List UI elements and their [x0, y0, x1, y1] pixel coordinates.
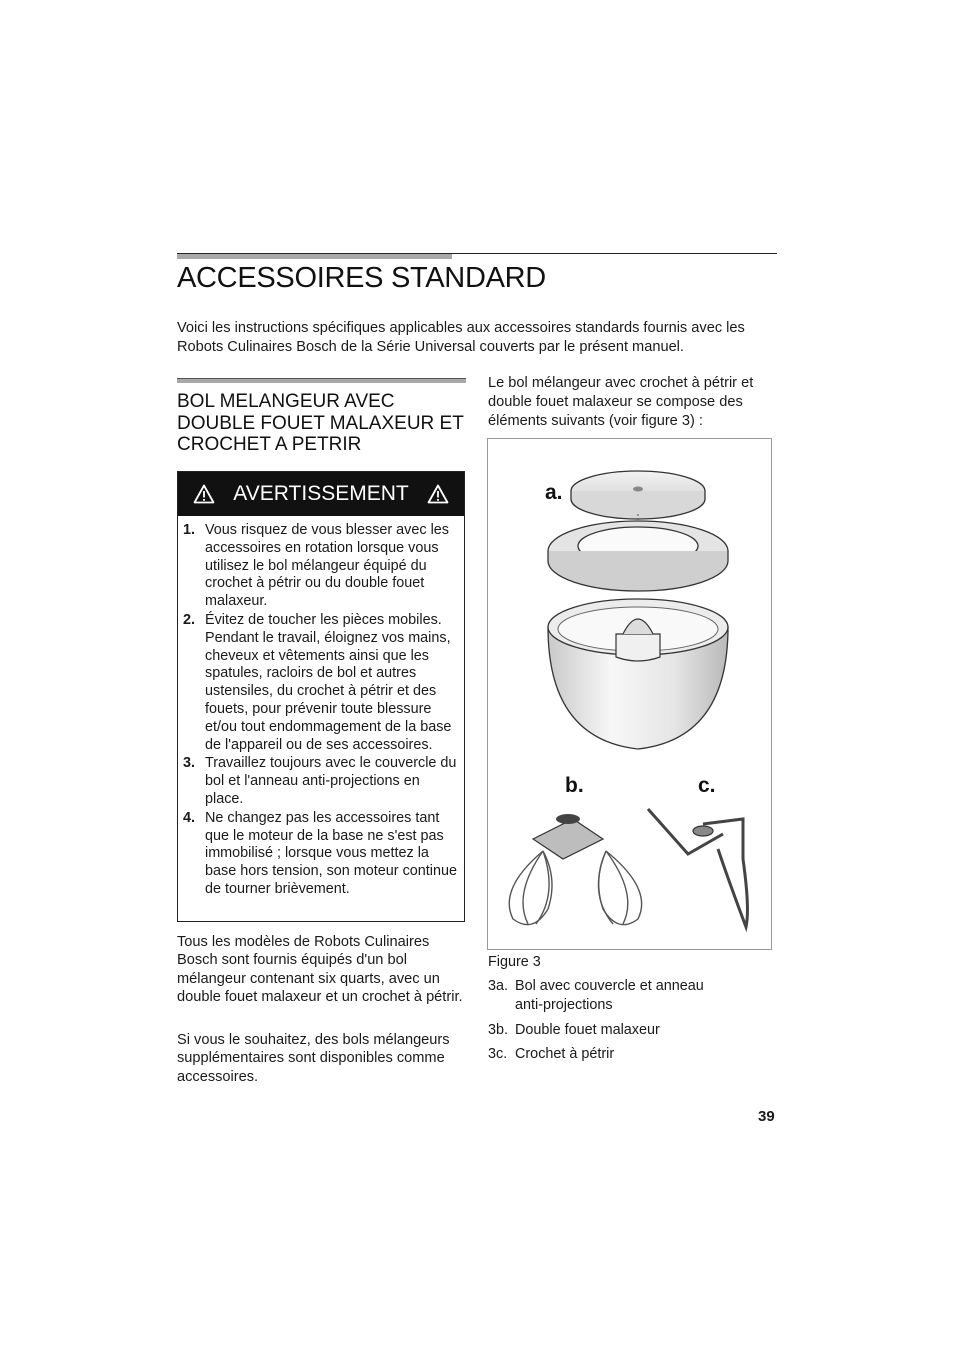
caption-text: Crochet à pétrir [515, 1046, 615, 1062]
bowl-lid [571, 471, 705, 519]
caption-key: 3c. [488, 1046, 508, 1062]
warning-item [183, 522, 458, 611]
section-title: BOL MELANGEUR AVEC DOUBLE FOUET MALAXEUR ET CROCHET A PETRIR [177, 391, 464, 455]
body-paragraph: Si vous le souhaitez, des bols mélangeurs supplémentaires sont disponibles comme accessoires. [177, 1032, 450, 1085]
warning-list [178, 516, 464, 899]
warning-triangle-icon [193, 484, 215, 504]
warning-item-text: Travaillez toujours avec le couvercle du bol et l'anneau anti-projections en place. [205, 755, 457, 807]
warning-item-text: Vous risquez de vous blesser avec les accessoires en rotation lorsque vous utilisez le bol mélangeur équipé du crochet à pétrir ou du double fouet malaxeur. [205, 522, 449, 610]
body-paragraph: Tous les modèles de Robots Culinaires Bosch sont fournis équipés d'un bol mélangeur contenant six quarts, avec un double fouet malaxeur et un crochet à pétrir. [177, 934, 463, 1005]
figure-caption [488, 977, 725, 1015]
intro-paragraph: Voici les instructions spécifiques applicables aux accessoires standards fournis avec les Robots Culinaires Bosch de la Série Universal couverts par le présent manuel. [177, 320, 745, 355]
warning-item-number: 1. [183, 522, 196, 538]
warning-item [183, 810, 458, 899]
figure-label-a: a. [545, 481, 563, 504]
caption-text: Double fouet malaxeur [515, 1022, 660, 1038]
figure-label-c: c. [698, 774, 716, 797]
mixing-bowl-illustration [488, 439, 771, 949]
dough-hook [648, 809, 747, 927]
warning-title: AVERTISSEMENT [233, 482, 409, 505]
warning-item-number: 4. [183, 809, 196, 826]
title-rule-thick [177, 254, 452, 259]
caption-text: Bol avec couvercle et anneau anti-projections [515, 978, 704, 1013]
splash-ring [548, 521, 728, 591]
warning-item-number: 2. [183, 611, 196, 628]
figure-3 [487, 438, 772, 950]
caption-key: 3a. [488, 978, 509, 994]
page-number: 39 [758, 1108, 775, 1125]
figure-caption [488, 1045, 725, 1064]
warning-item-text: Évitez de toucher les pièces mobiles. Pendant le travail, éloignez vos mains, cheveux et vêtements ainsi que les spatules, racloirs de bol et autres ustensiles, du crochet à pétrir et des fouets, pour prévenir toute blessure et/ou tout endommagement de la base de l'appareil ou de ses accessoires. [205, 611, 452, 753]
warning-triangle-icon [427, 484, 449, 504]
warning-box [177, 471, 465, 922]
figure-label-b: b. [565, 774, 584, 797]
warning-item-number: 3. [183, 755, 196, 772]
bowl [548, 599, 728, 749]
figure-caption [488, 1021, 725, 1040]
caption-key: 3b. [488, 1022, 509, 1038]
warning-header [178, 472, 464, 516]
double-whisk [509, 814, 641, 925]
section-rule-thick [177, 379, 466, 383]
warning-item-text: Ne changez pas les accessoires tant que le moteur de la base ne s'est pas immobilisé ; lorsque vous mettez la base hors tension, son moteur continue de tourner brièvement. [205, 809, 457, 897]
components-paragraph: Le bol mélangeur avec crochet à pétrir et double fouet malaxeur se compose des éléments suivants (voir figure 3) : [488, 375, 754, 429]
warning-item [183, 755, 458, 808]
figure-caption-title: Figure 3 [488, 954, 541, 970]
page-title: ACCESSOIRES STANDARD [177, 262, 546, 294]
warning-item [183, 612, 458, 754]
